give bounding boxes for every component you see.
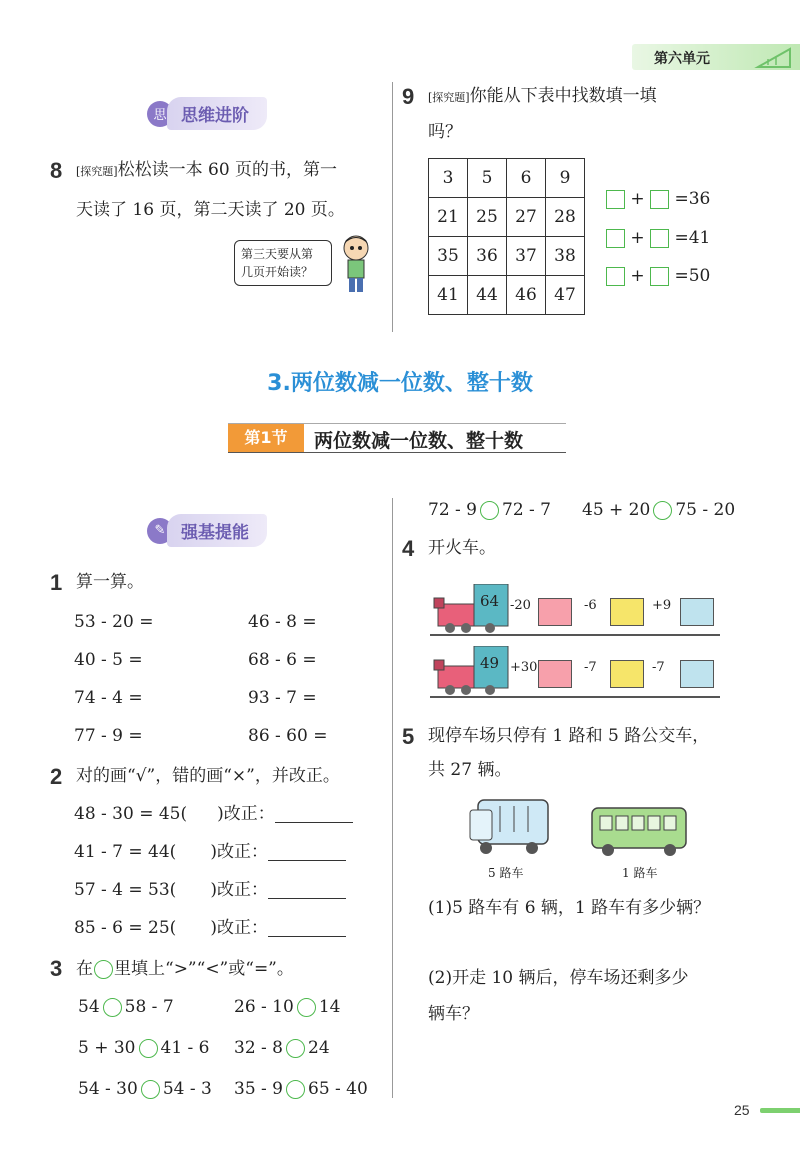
table-cell: 9 (546, 159, 585, 198)
compare-item: 72 - 9 72 - 7 (428, 500, 551, 520)
compare-circle[interactable] (286, 1039, 305, 1058)
train-car[interactable] (538, 660, 572, 688)
medal-icon: 思 (147, 101, 173, 127)
q5-sub1: (1)5 路车有 6 辆，1 路车有多少辆？ (428, 898, 711, 918)
table-cell: 25 (468, 198, 507, 237)
q9-number: 9 (402, 84, 415, 109)
q3-number: 3 (50, 956, 63, 981)
train-op: -7 (652, 660, 665, 675)
table-cell: 3 (429, 159, 468, 198)
calc-item: 53 - 20 = (74, 612, 154, 632)
bus-1-label: 1 路车 (622, 866, 658, 880)
rail (430, 634, 720, 636)
page-number: 25 (734, 1102, 750, 1118)
q3-title: 在 里填上“>”“<”或“=”。 (76, 959, 294, 979)
sum-row-1: + =36 (606, 190, 710, 209)
train-car[interactable] (610, 598, 644, 626)
circle-icon (94, 960, 113, 979)
column-divider-bottom (392, 498, 393, 1098)
train-2 (430, 646, 720, 698)
table-cell: 44 (468, 276, 507, 315)
compare-item: 5 + 30 41 - 6 (78, 1038, 210, 1058)
compare-circle[interactable] (141, 1080, 160, 1099)
q1-title: 算一算。 (76, 572, 144, 592)
table-cell: 27 (507, 198, 546, 237)
basic-section-title: 强基提能 (167, 514, 267, 547)
train-op: -7 (584, 660, 597, 675)
table-cell: 28 (546, 198, 585, 237)
q8-number: 8 (50, 158, 63, 183)
calc-item: 40 - 5 = (74, 650, 143, 670)
pencil-icon: ✎ (147, 518, 173, 544)
answer-box[interactable] (650, 267, 669, 286)
speech-bubble: 第三天要从第 几页开始读？ (234, 240, 332, 286)
train-car[interactable] (538, 598, 572, 626)
q1-number: 1 (50, 570, 63, 595)
q2-number: 2 (50, 764, 63, 789)
unit-header (632, 44, 800, 70)
page-footer-bar (760, 1108, 800, 1113)
sum-row-3: + =50 (606, 267, 710, 286)
judge-row: 48 - 30 = 45( )改正： (74, 806, 353, 823)
ruler-icon (754, 45, 794, 69)
calc-item: 68 - 6 = (248, 650, 317, 670)
lesson-header (228, 423, 566, 453)
table-cell: 46 (507, 276, 546, 315)
train-op: +30 (510, 660, 538, 675)
compare-circle[interactable] (653, 501, 672, 520)
rail (430, 696, 720, 698)
table-cell: 38 (546, 237, 585, 276)
table-cell: 5 (468, 159, 507, 198)
train-car[interactable] (680, 660, 714, 688)
compare-item: 26 - 10 14 (234, 997, 341, 1017)
table-cell: 35 (429, 237, 468, 276)
column-divider-top (392, 82, 393, 332)
basic-section-header (147, 514, 267, 547)
calc-item: 46 - 8 = (248, 612, 317, 632)
q8-text-line2: 天读了 16 页，第二天读了 20 页。 (76, 200, 345, 220)
q8-text-line1: [探究题]松松读一本 60 页的书，第一 (76, 160, 338, 180)
answer-box[interactable] (650, 229, 669, 248)
q5-sub2-line2: 辆车？ (428, 1004, 479, 1024)
boy-character-icon (336, 232, 376, 296)
answer-box[interactable] (606, 190, 625, 209)
number-table (428, 158, 585, 315)
thinking-section-header (147, 97, 267, 130)
table-cell: 36 (468, 237, 507, 276)
calc-item: 93 - 7 = (248, 688, 317, 708)
table-cell: 41 (429, 276, 468, 315)
table-cell: 6 (507, 159, 546, 198)
train-op: -6 (584, 598, 597, 613)
calc-item: 86 - 60 = (248, 726, 328, 746)
correction-blank[interactable] (268, 885, 346, 899)
train-op: -20 (510, 598, 531, 613)
q5-text-line2: 共 27 辆。 (428, 760, 512, 780)
compare-circle[interactable] (286, 1080, 305, 1099)
train-start-number: 49 (480, 654, 500, 672)
lesson-tag: 第1节 (228, 424, 304, 452)
judge-row: 57 - 4 = 53( )改正： (74, 882, 346, 899)
compare-circle[interactable] (480, 501, 499, 520)
table-cell: 21 (429, 198, 468, 237)
compare-circle[interactable] (139, 1039, 158, 1058)
compare-item: 54 - 30 54 - 3 (78, 1079, 212, 1099)
compare-circle[interactable] (103, 998, 122, 1017)
table-cell: 37 (507, 237, 546, 276)
q5-sub2-line1: (2)开走 10 辆后，停车场还剩多少 (428, 968, 689, 988)
table-cell: 47 (546, 276, 585, 315)
bus-5-label: 5 路车 (488, 866, 524, 880)
bus-5-icon (466, 796, 552, 860)
q9-text-line2: 吗？ (428, 122, 462, 142)
thinking-section-title: 思维进阶 (167, 97, 267, 130)
answer-box[interactable] (606, 267, 625, 286)
q2-title: 对的画“√”，错的画“×”，并改正。 (76, 766, 340, 786)
judge-row: 41 - 7 = 44( )改正： (74, 844, 346, 861)
q4-number: 4 (402, 536, 415, 561)
correction-blank[interactable] (268, 847, 346, 861)
train-op: +9 (652, 598, 672, 613)
train-car[interactable] (680, 598, 714, 626)
train-start-number: 64 (480, 592, 500, 610)
q5-text-line1: 现停车场只停有 1 路和 5 路公交车， (428, 726, 710, 746)
compare-circle[interactable] (297, 998, 316, 1017)
answer-box[interactable] (650, 190, 669, 209)
judge-row: 85 - 6 = 25( )改正： (74, 920, 346, 937)
q4-title: 开火车。 (428, 538, 496, 558)
calc-item: 74 - 4 = (74, 688, 143, 708)
train-1 (430, 584, 720, 636)
chapter-title: 3.两位数减一位数、整十数 (267, 371, 533, 396)
lesson-title: 两位数减一位数、整十数 (314, 430, 524, 452)
correction-blank[interactable] (268, 923, 346, 937)
q5-number: 5 (402, 724, 415, 749)
sum-row-2: + =41 (606, 229, 710, 248)
bus-1-icon (590, 806, 690, 858)
compare-item: 45 + 20 75 - 20 (582, 500, 736, 520)
train-car[interactable] (610, 660, 644, 688)
answer-box[interactable] (606, 229, 625, 248)
compare-item: 32 - 8 24 (234, 1038, 330, 1058)
unit-label: 第六单元 (654, 51, 710, 67)
calc-item: 77 - 9 = (74, 726, 143, 746)
correction-blank[interactable] (275, 809, 353, 823)
q9-text-line1: [探究题]你能从下表中找数填一填 (428, 86, 657, 106)
compare-item: 54 58 - 7 (78, 997, 174, 1017)
compare-item: 35 - 9 65 - 40 (234, 1079, 368, 1099)
